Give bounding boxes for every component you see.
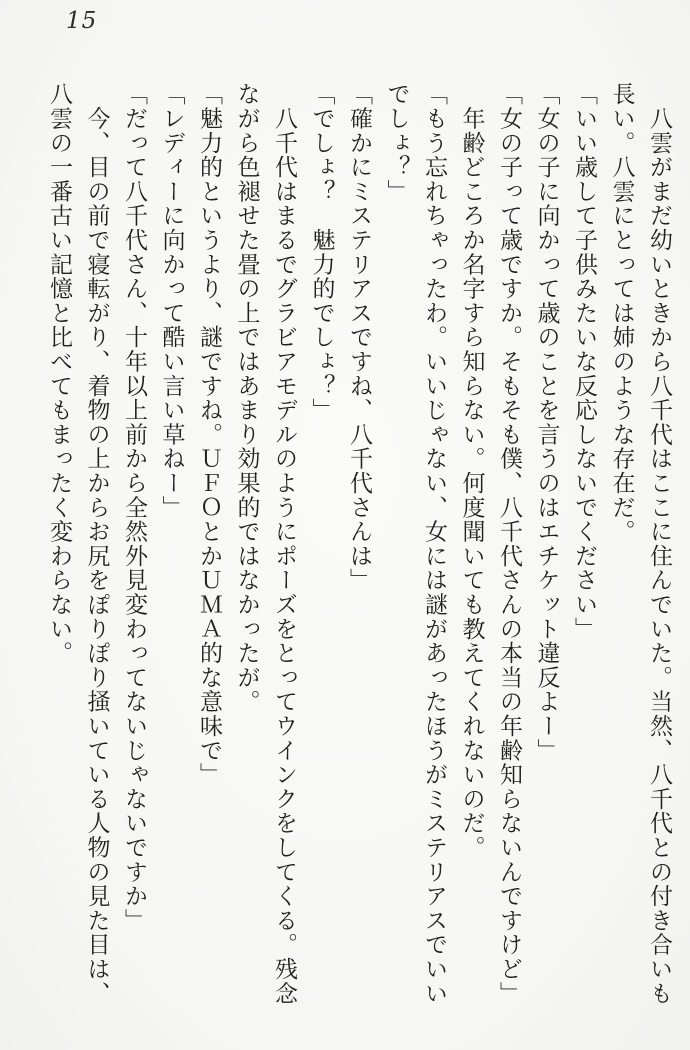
- paragraph-dialogue: 「レディーに向かって酷い言い草ねー」: [158, 82, 185, 520]
- page-text: [40, 82, 678, 1008]
- paragraph-dialogue: 「魅力的というより、謎ですね。ＵＦＯとかＵＭＡ的な意味で」: [196, 82, 222, 787]
- paragraph-narrative: 八雲がまだ幼いときから八千代はここに住んでいた。当然、八千代との付き合いも長い。八雲にとっては姉のような存在だ。: [608, 82, 672, 1006]
- paragraph-narrative: 今、目の前で寝転がり、着物の上からお尻をぽりぽり掻いている人物の見た目は、八雲の一番古い記憶と比べてもまったく変わらない。: [46, 82, 110, 1006]
- paragraph-narrative: 年齢どころか名字すら知らない。何度聞いても教えてくれないのだ。: [458, 82, 485, 860]
- paragraph-dialogue: 「女の子に向かって歳のことを言うのはエチケット違反よー」: [533, 82, 560, 763]
- paragraph-dialogue: 「いい歳して子供みたいな反応しないでください」: [571, 82, 597, 641]
- paragraph-dialogue: 「もう忘れちゃったわ。いいじゃない、女には謎があったほうがミステリアスでいいでしょ？」: [383, 82, 447, 1006]
- paragraph-dialogue: 「だって八千代さん、十年以上前から全然外見変わってないじゃないですか」: [121, 82, 147, 933]
- page-number: 15: [66, 8, 98, 34]
- paragraph-dialogue: 「女の子って歳ですか。そもそも僕、八千代さんの本当の年齢知らないんですけど」: [496, 82, 522, 1006]
- paragraph-dialogue: 「確かにミステリアスですね、八千代さんは」: [346, 82, 372, 593]
- paragraph-dialogue: 「でしょ？ 魅力的でしょ？」: [308, 82, 335, 423]
- paragraph-narrative: 八千代はまるでグラビアモデルのようにポーズをとってウインクをしてくる。残念ながら色褪せた畳の上ではあまり効果的ではなかったが。: [233, 82, 297, 1006]
